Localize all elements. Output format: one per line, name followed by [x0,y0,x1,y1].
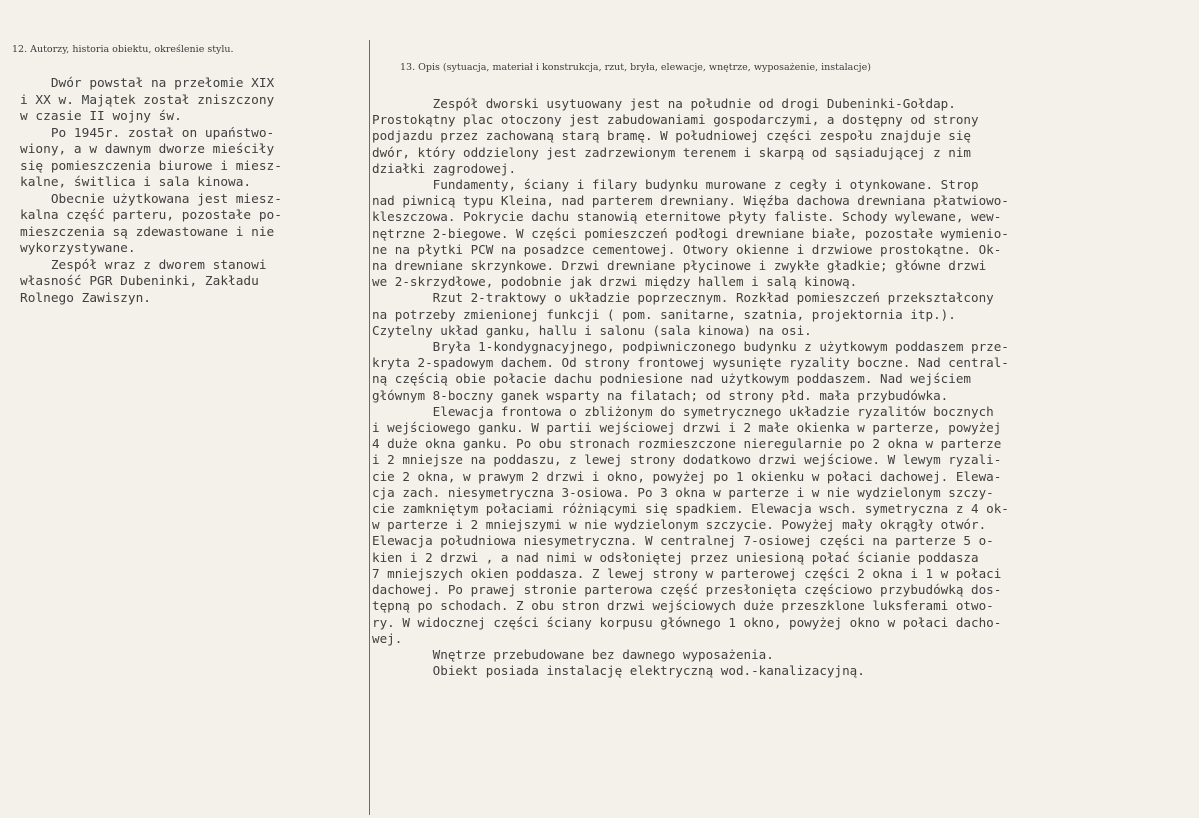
description-text-line: głównym 8-boczny ganek wsparty na filatach; od strony płd. mała przybudówka. [372,387,949,403]
history-text-line: kalne, świtlica i sala kinowa. [20,175,252,190]
description-text-line: dwór, który oddzielony jest zadrzewionym terenem i skarpą od sąsiadującej z nim [372,144,971,160]
description-text-line: w parterze i 2 mniejszymi w nie wydzielonym szczycie. Powyżej mały okrągły otwór. [372,517,987,533]
history-text-line: się pomieszczenia biurowe i miesz- [20,158,282,174]
description-text-line: 7 mniejszych okien poddasza. Z lewej strony w parterowej części 2 okna i 1 w połaci [372,565,1002,581]
history-text-line: wykorzystywane. [20,241,136,256]
description-text-line: Wnętrze przebudowane bez dawnego wyposażenia. [372,646,774,662]
description-text-line: kleszczowa. Pokrycie dachu stanowią eternitowe płyty faliste. Schody wylewane, wew- [372,209,1002,225]
description-text-line: działki zagrodowej. [372,160,517,176]
section-13-heading: 13. Opis (sytuacja, materiał i konstrukcja, rzut, bryła, elewacje, wnętrze, wyposażenie, instalacje) [400,62,871,73]
description-text-line: Bryła 1-kondygnacyjnego, podpiwniczonego budynku z użytkowym poddaszem prze- [372,339,1009,355]
history-text-line: Rolnego Zawiszyn. [20,290,151,306]
description-text-line: cie zamkniętym połaciami różniącymi się spadkiem. Elewacja wsch. symetryczna z 4 ok- [372,501,1009,517]
history-text-line: Obecnie użytkowana jest miesz- [20,191,282,207]
history-text-line: mieszczenia są zdewastowane i nie [20,224,275,240]
history-text-line: Po 1945r. został on upaństwo- [20,125,275,141]
description-text-line: na drewniane skrzynkowe. Drzwi drewniane płycinowe i zwykłe gładkie; główne drzwi [372,258,987,274]
description-text-line: i 2 mniejsze na poddaszu, z lewej strony dodatkowo drzwi wejściowe. W lewym ryzali- [372,452,1002,468]
description-text-line: Zespół dworski usytuowany jest na południe od drogi Dubeninki-Gołdap. [372,96,956,111]
history-text-line: i XX w. Majątek został zniszczony [20,92,275,108]
section-12-heading: 12. Autorzy, historia obiektu, określenie stylu. [12,44,234,55]
description-text-line: Obiekt posiada instalację elektryczną wod.-kanalizacyjną. [372,663,865,679]
description-text-line: tępną po schodach. Z obu stron drzwi wejściowych duże przeszklone luksferami otwo- [372,598,994,614]
description-text-line: i wejściowego ganku. W partii wejściowej drzwi i 2 małe okienka w parterze, powyżej [372,420,1002,436]
history-text-line: własność PGR Dubeninki, Zakładu [20,274,259,289]
description-text-line: we 2-skrzydłowe, podobnie jak drzwi między hallem i salą kinową. [372,274,858,290]
history-text-line: wiony, a w dawnym dworze mieściły [20,142,275,157]
history-text-line: w czasie II wojny św. [20,109,182,124]
description-text-line: Czytelny układ ganku, hallu i salonu (sala kinowa) na osi. [372,322,812,338]
description-text-line: nętrzne 2-biegowe. W części pomieszczeń podłogi drewniane białe, pozostałe wymienio- [372,225,1009,241]
history-text-line: kalna część parteru, pozostałe po- [20,208,282,223]
description-text-line: na potrzeby zmienionej funkcji ( pom. sanitarne, szatnia, projektornia itp.). [372,306,956,322]
description-text-line: 4 duże okna ganku. Po obu stronach rozmieszczone nieregularnie po 2 okna w parterze [372,436,1002,452]
description-text-line: wej. [372,630,403,646]
description-text-line: dachowej. Po prawej stronie parterowa część przesłonięta częściowo przybudówką dos- [372,582,1002,598]
description-text-line: ną częścią obie połacie dachu podniesione nad użytkowym poddaszem. Nad wejściem [372,371,971,387]
history-text-line: Zespół wraz z dworem stanowi [20,257,267,273]
description-text-line: kryta 2-spadowym dachem. Od strony frontowej wysunięte ryzality boczne. Nad central- [372,355,1009,371]
history-text [20,76,282,307]
description-text-line: ry. W widocznej części ściany korpusu głównego 1 okno, powyżej okno w połaci dacho- [372,614,1002,630]
description-text-line: Elewacja frontowa o zbliżonym do symetrycznego układzie ryzalitów bocznych [372,403,994,419]
description-text-line: Prostokątny plac otoczony jest zabudowaniami gospodarczymi, a dostępny od strony [372,112,979,128]
description-text-line: Elewacja południowa niesymetryczna. W centralnej 7-osiowej części na parterze 5 o- [372,533,994,549]
column-divider [369,40,370,815]
description-text-line: Fundamenty, ściany i filary budynku murowane z cegły i otynkowane. Strop [372,177,979,193]
description-text-line: kien i 2 drzwi , a nad nimi w odsłoniętej przez uniesioną połać ścianie poddasza [372,549,979,565]
description-text-line: podjazdu przez zachowaną starą bramę. W południowej części zespołu znajduje się [372,128,971,144]
description-text-line: ne na płytki PCW na posadzce cementowej. Otwory okienne i drzwiowe prostokątne. Ok- [372,241,1002,257]
history-text-line: Dwór powstał na przełomie XIX [20,76,275,91]
description-text-line: nad piwnicą typu Kleina, nad parterem drewniany. Więźba dachowa drewniana płatwiowo- [372,193,1009,209]
description-text-line: cie 2 okna, w prawym 2 drzwi i okno, powyżej po 1 okienku w połaci dachowej. Elewa- [372,468,1002,484]
description-text-line: Rzut 2-traktowy o układzie poprzecznym. Rozkład pomieszczeń przekształcony [372,290,994,306]
description-text [372,96,1009,679]
description-text-line: cja zach. niesymetryczna 3-osiowa. Po 3 okna w parterze i w nie wydzielonym szczy- [372,484,994,500]
